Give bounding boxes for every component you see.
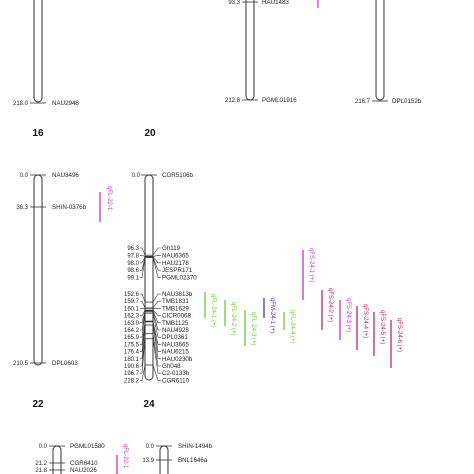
marker-position: 176.4 <box>123 349 139 356</box>
marker-position: 175.5 <box>123 342 139 349</box>
marker-cluster-2 <box>124 291 193 384</box>
marker-name: NAU3665 <box>162 341 189 349</box>
marker-name: BNL1646a <box>178 457 208 464</box>
qtl-label: qFS-24-2 (+) <box>327 288 333 323</box>
marker-connector <box>153 294 161 302</box>
marker-position: 163.0 <box>123 320 139 327</box>
marker-position: 13.9 <box>142 458 154 464</box>
chromosome-bar <box>246 0 254 100</box>
marker-position: 212.8 <box>224 98 240 104</box>
qtl-label: qFL-24-2 (+) <box>230 302 236 336</box>
marker-position: 21.8 <box>35 468 47 474</box>
marker-name: DPL0603 <box>52 360 78 367</box>
chromosome-bar <box>34 0 42 102</box>
marker-position: 152.6 <box>123 292 139 298</box>
marker-position: 165.9 <box>123 335 139 342</box>
position-connector <box>140 294 145 302</box>
linkage-group-16 <box>13 0 79 139</box>
qtl-label: qFS-24-5 (+) <box>379 310 385 345</box>
marker-name: DPL0361 <box>162 334 188 342</box>
marker-position: 99.1 <box>127 275 139 282</box>
position-connector <box>140 255 145 256</box>
marker-position: 97.8 <box>127 253 139 260</box>
qtl-label: qFS-24-1 (+) <box>308 248 314 283</box>
marker-position: 36.3 <box>16 205 28 211</box>
marker-name: Gh048 <box>162 363 181 370</box>
marker-position: 21.2 <box>35 461 47 467</box>
marker-position: 160.1 <box>123 306 139 313</box>
marker-position: 180.1 <box>123 356 139 363</box>
linkage-group-title: 16 <box>32 128 44 139</box>
marker-name: C2-0133b <box>162 370 190 378</box>
chromosome-bar <box>376 0 384 100</box>
linkage-group-20 <box>144 0 318 139</box>
marker-name: HAU0230b <box>162 355 193 363</box>
qtl-label: qFL-24-4 (+) <box>289 310 295 344</box>
marker-name: JESPR171 <box>162 267 193 275</box>
marker-position: 0.0 <box>19 173 28 179</box>
qtl-label: qFL-22-1 <box>106 186 112 211</box>
marker-position: 0.0 <box>131 173 140 179</box>
qtl-label: qFS-24-3 (+) <box>345 298 351 333</box>
linkage-group-bottom-left <box>35 443 128 474</box>
linkage-group-title: 24 <box>143 399 155 410</box>
linkage-group-title: 20 <box>144 128 156 139</box>
qtl-label: qFL-22-1 <box>122 444 128 469</box>
marker-position: 228.2 <box>123 378 139 385</box>
marker-cluster-1 <box>127 245 197 282</box>
marker-name: CGR5106b <box>162 172 193 179</box>
marker-name: PGML01916 <box>262 97 297 104</box>
qtl-label: qFL-24-1 (+) <box>210 294 216 328</box>
marker-name: NAU2026 <box>70 467 97 474</box>
marker-name: TMB1831 <box>162 298 189 306</box>
marker-position: 218.0 <box>12 101 28 107</box>
qtl-column-24 <box>205 248 402 368</box>
linkage-group-22 <box>13 172 112 410</box>
position-connector <box>140 248 145 255</box>
marker-connector <box>153 248 161 255</box>
qtl-label: qFL-24-3 (+) <box>250 312 256 346</box>
marker-position: 190.6 <box>123 364 139 370</box>
chromosome-bar <box>145 175 153 380</box>
marker-name: TMB1629 <box>162 305 189 313</box>
marker-position: 196.7 <box>123 371 139 378</box>
linkage-group-right-partial <box>355 0 422 105</box>
marker-name: PGML01580 <box>70 443 105 450</box>
qtl-label: qFS-24-6 (+) <box>396 318 402 353</box>
marker-name: NAU3813b <box>162 291 193 298</box>
marker-position: 159.7 <box>123 299 139 306</box>
marker-position: 0.0 <box>38 444 47 450</box>
marker-name: NAU2948 <box>52 100 79 107</box>
marker-position: 164.2 <box>123 328 139 334</box>
marker-name: TMB1125 <box>162 319 189 327</box>
marker-position: 216.7 <box>354 99 370 105</box>
marker-position: 93.3 <box>228 0 240 6</box>
marker-name: NAU3496 <box>52 172 79 179</box>
marker-position: 96.3 <box>127 246 139 252</box>
marker-name: SHIN-0376b <box>52 204 87 211</box>
marker-connector <box>153 301 161 308</box>
linkage-group-title: 22 <box>32 399 44 410</box>
marker-connector <box>153 257 161 270</box>
marker-name: CGR6410 <box>70 460 98 467</box>
marker-position: 98.0 <box>127 260 139 267</box>
marker-name: Gh119 <box>162 245 181 252</box>
position-connector <box>140 301 145 308</box>
marker-position: 98.6 <box>127 268 139 275</box>
marker-name: PGML02370 <box>162 274 197 282</box>
marker-position: 162.3 <box>123 313 139 320</box>
marker-name: NAU6365 <box>162 252 189 260</box>
marker-name: CICR0068 <box>162 312 191 320</box>
chromosome-bar <box>34 175 42 365</box>
marker-name: SHIN-1494b <box>178 443 213 450</box>
marker-name: DPL0152b <box>392 98 422 105</box>
qtl-label: qFM-24-1 (+) <box>269 298 275 334</box>
linkage-group-24 <box>124 172 197 410</box>
marker-name: NAU6215 <box>162 348 189 356</box>
marker-name: HAU2178 <box>162 259 189 267</box>
marker-name: HAU1483 <box>262 0 289 6</box>
qtl-label: qFS-24-4 (+) <box>362 304 368 339</box>
marker-position: 0.0 <box>145 444 154 450</box>
marker-connector <box>153 255 161 256</box>
marker-position: 210.5 <box>12 361 28 367</box>
marker-name: CGR6110 <box>162 377 190 385</box>
linkage-group-bottom-right <box>142 443 212 474</box>
marker-name: NAU4928 <box>162 327 189 334</box>
